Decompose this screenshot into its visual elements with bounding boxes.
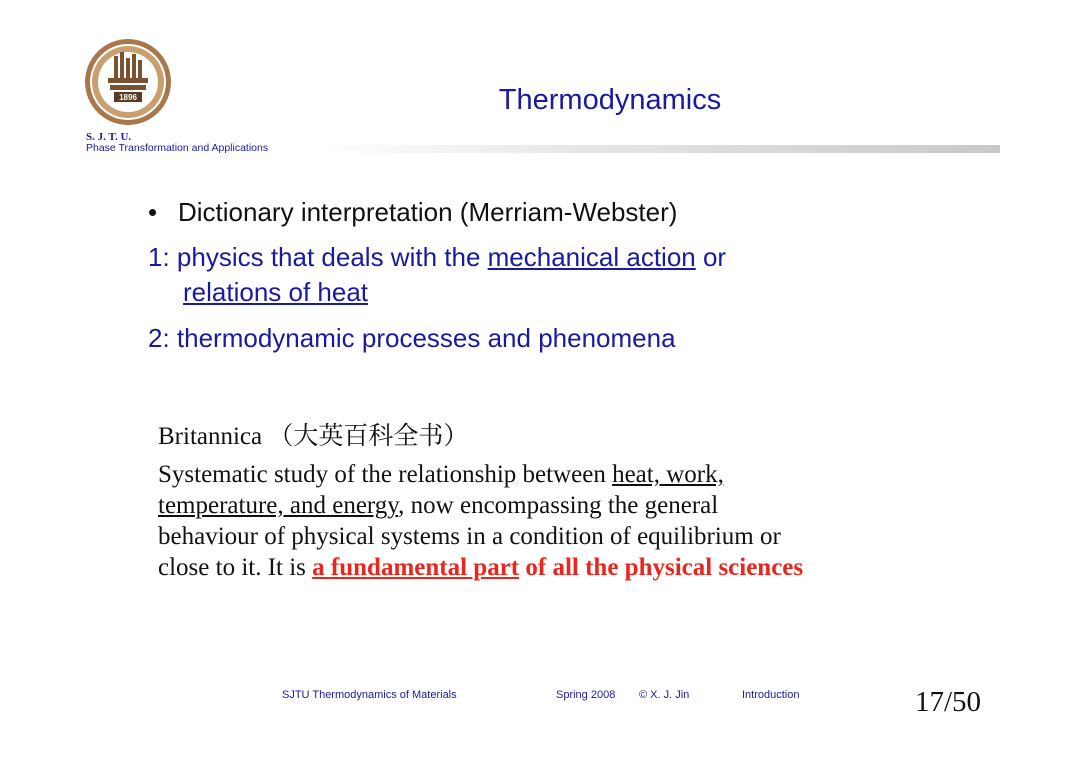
- line-1-prefix: Systematic study of the relationship between: [158, 461, 613, 488]
- definition-2: 2: thermodynamic processes and phenomena: [148, 323, 676, 353]
- bullet-text: Dictionary interpretation (Merriam-Webster): [178, 197, 678, 227]
- footer-section: Introduction: [742, 689, 800, 701]
- sjtu-logo: [84, 38, 172, 126]
- line-2-suffix: , now encompassing the general: [398, 492, 719, 519]
- britannica-paragraph: [158, 459, 978, 583]
- line-1-underlined: heat, work,: [612, 461, 724, 488]
- bullet-symbol: •: [148, 197, 158, 227]
- definition-1-mid: or: [695, 242, 727, 272]
- relations-of-heat-text: relations of heat: [183, 277, 369, 307]
- definition-1-prefix: 1: physics that deals with the: [148, 242, 488, 272]
- header-divider: [320, 145, 1000, 153]
- line-2-underlined: temperature, and energy: [158, 492, 399, 519]
- bullet-item: [148, 197, 677, 228]
- org-abbrev: S. J. T. U.: [86, 131, 132, 143]
- paragraph-line-3: behaviour of physical systems in a condition of equilibrium or: [158, 523, 781, 550]
- mechanical-action-text: mechanical action: [487, 242, 696, 272]
- logo-year: 1896: [119, 93, 137, 102]
- definition-1: [148, 242, 726, 272]
- paragraph-line-4: [158, 552, 978, 583]
- definition-1-cont: [183, 277, 368, 307]
- slide-title: Thermodynamics: [498, 84, 722, 116]
- header-subtitle: Phase Transformation and Applications: [86, 142, 269, 154]
- page-number: 17/50: [915, 686, 982, 718]
- footer-term: Spring 2008: [556, 689, 616, 701]
- paragraph-line-1: [158, 459, 978, 490]
- paragraph-line-2: [158, 490, 978, 521]
- physical-sciences-emphasis: of all the physical sciences: [519, 554, 804, 581]
- footer-course: SJTU Thermodynamics of Materials: [282, 689, 457, 701]
- fundamental-part-emphasis: a fundamental part: [312, 554, 520, 581]
- footer-author: © X. J. Jin: [639, 689, 690, 701]
- britannica-label: Britannica （大英百科全书）: [158, 423, 469, 450]
- line-4-prefix: close to it. It is: [158, 554, 313, 581]
